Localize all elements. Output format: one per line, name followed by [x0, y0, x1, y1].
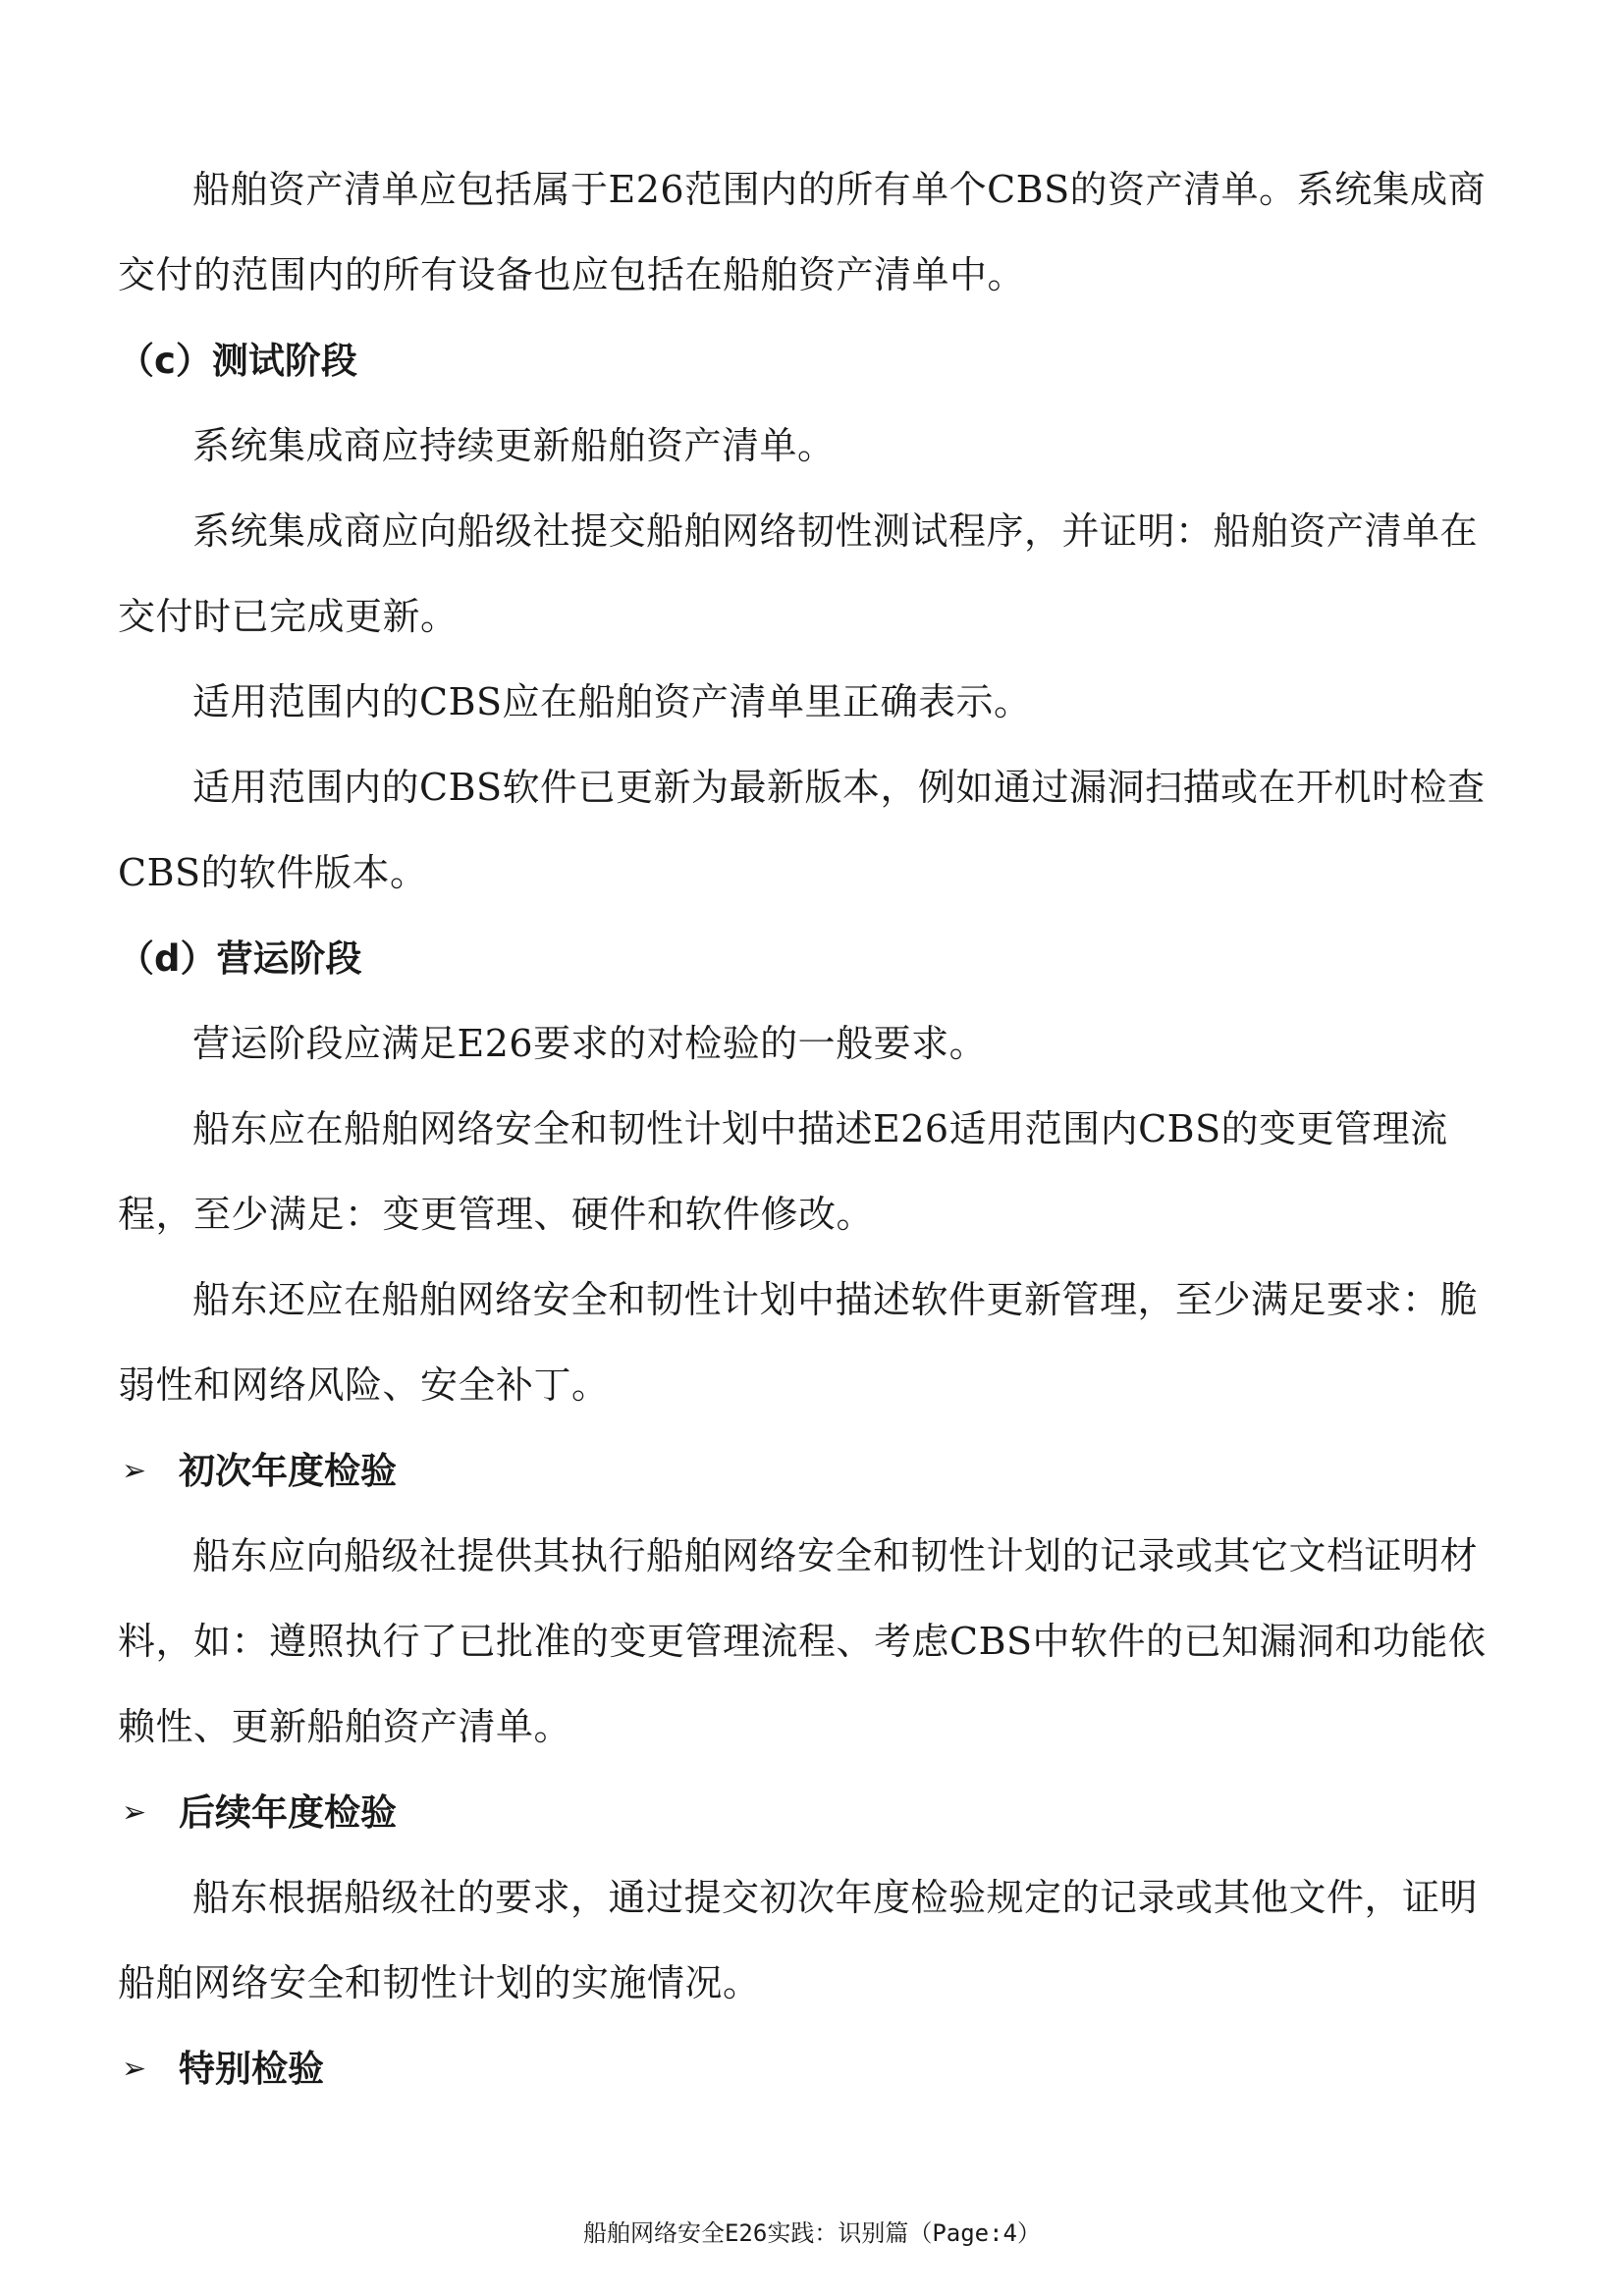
page-footer: 船舶网络安全E26实践：识别篇（Page:4） — [582, 2219, 1042, 2247]
heading-initial-annual-survey-label: 初次年度检验 — [179, 1450, 397, 1492]
heading-initial-annual-survey — [118, 1428, 1502, 1514]
heading-special-survey — [118, 2026, 1502, 2111]
paragraph-cbs-software-version: 适用范围内的CBS软件已更新为最新版本，例如通过漏洞扫描或在开机时检查CBS的软件版本。 — [118, 766, 1486, 894]
paragraph-cbs-representation: 适用范围内的CBS应在船舶资产清单里正确表示。 — [192, 680, 1032, 723]
heading-operation-phase: （d）营运阶段 — [118, 937, 362, 980]
paragraph-resilience-test: 系统集成商应向船级社提交船舶网络韧性测试程序，并证明：船舶资产清单在交付时已完成更新。 — [118, 509, 1479, 638]
arrow-bullet-icon: ➢ — [122, 1454, 147, 1488]
paragraph-subsequent-survey-records: 船东根据船级社的要求，通过提交初次年度检验规定的记录或其他文件，证明船舶网络安全和韧性计划的实施情况。 — [118, 1876, 1479, 2004]
paragraph-software-update: 船东还应在船舶网络安全和韧性计划中描述软件更新管理，至少满足要求：脆弱性和网络风险、安全补丁。 — [118, 1278, 1479, 1407]
arrow-bullet-icon: ➢ — [122, 2052, 147, 2086]
paragraph-initial-survey-records: 船东应向船级社提供其执行船舶网络安全和韧性计划的记录或其它文档证明材料，如：遵照执行了已批准的变更管理流程、考虑CBS中软件的已知漏洞和功能依赖性、更新船舶资产清单。 — [118, 1534, 1487, 1748]
paragraph-change-management: 船东应在船舶网络安全和韧性计划中描述E26适用范围内CBS的变更管理流程，至少满足：变更管理、硬件和软件修改。 — [118, 1107, 1448, 1236]
heading-subsequent-annual-survey-label: 后续年度检验 — [179, 1791, 397, 1834]
paragraph-asset-list: 船舶资产清单应包括属于E26范围内的所有单个CBS的资产清单。系统集成商交付的范围内的所有设备也应包括在船舶资产清单中。 — [118, 168, 1487, 296]
paragraph-integrator-update: 系统集成商应持续更新船舶资产清单。 — [192, 424, 836, 467]
arrow-bullet-icon: ➢ — [122, 1795, 147, 1830]
heading-special-survey-label: 特别检验 — [179, 2048, 324, 2090]
document-body — [118, 147, 1502, 2111]
paragraph-general-survey: 营运阶段应满足E26要求的对检验的一般要求。 — [192, 1022, 988, 1065]
heading-test-phase: （c）测试阶段 — [118, 340, 357, 382]
heading-subsequent-annual-survey — [118, 1770, 1502, 1855]
